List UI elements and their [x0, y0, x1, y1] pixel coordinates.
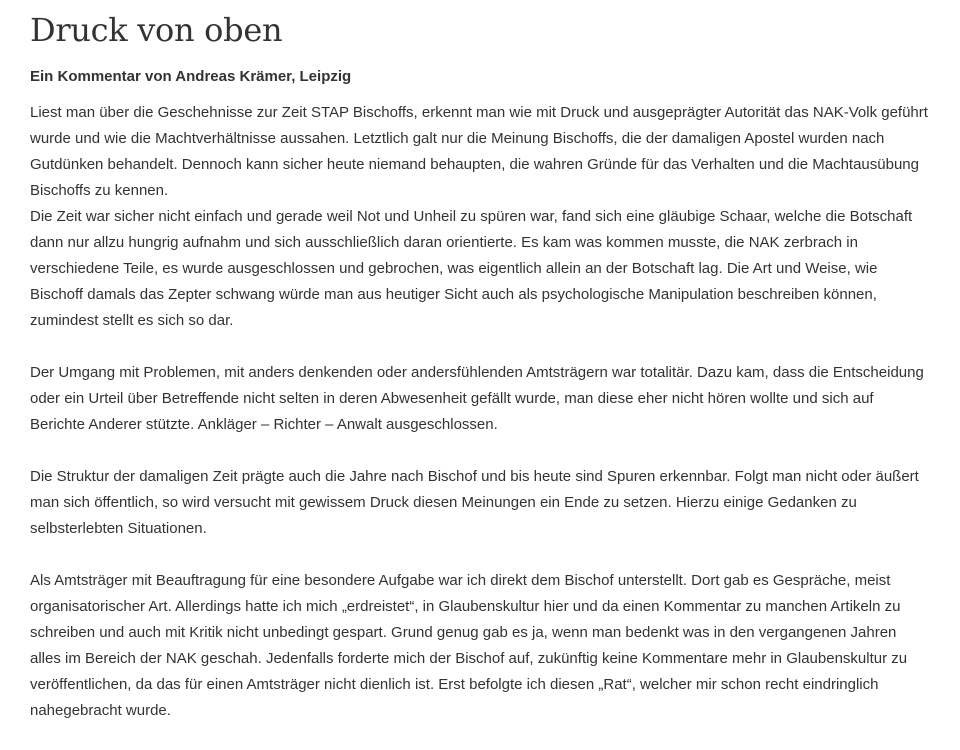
paragraph-experience: Als Amtsträger mit Beauftragung für eine besondere Aufgabe war ich direkt dem Bischof unterstellt. Dort gab es Gespräche, meist organisatorischer Art. Allerdings hatte ich mich „erdreistet“, in Glaubenskultur hier und da einen Kommentar zu manchen Artikeln zu schreiben und auch mit Kritik nicht unbedingt gespart. Grund genug gab es ja, wenn man bedenkt was in den vergangenen Jahren alles im Bereich der NAK geschah. Jedenfalls forderte mich der Bischof auf, zukünftig keine Kommentare mehr in Glaubenskultur zu veröffentlichen, da das für einen Amtsträger nicht dienlich ist. Erst befolgte ich diesen „Rat“, welcher mir schon recht eindringlich nahegebracht wurde. — [30, 572, 908, 719]
paragraph-time: Die Zeit war sicher nicht einfach und gerade weil Not und Unheil zu spüren war, fand sich eine gläubige Schaar, welche die Botschaft dann nur allzu hungrig aufnahm und sich ausschließlich daran orientierte. Es kam was kommen musste, die NAK zerbrach in verschiedene Teile, es wurde ausgeschlossen und gebrochen, was eigentlich allein an der Botschaft lag. Die Art und Weise, wie Bischoff damals das Zepter schwang würde man aus heutiger Sicht auch als psychologische Manipulation beschreiben können, zumindest stellt es sich so dar. — [30, 208, 913, 329]
article-body — [30, 100, 930, 724]
article-title: Druck von oben — [30, 11, 283, 49]
paragraph-structure: Die Struktur der damaligen Zeit prägte auch die Jahre nach Bischof und bis heute sind Spuren erkennbar. Folgt man nicht oder äußert man sich öffentlich, so wird versucht mit gewissem Druck diesen Meinungen ein Ende zu setzen. Hierzu einige Gedanken zu selbsterlebten Situationen. — [30, 468, 919, 537]
article — [0, 10, 960, 724]
paragraph-intro: Liest man über die Geschehnisse zur Zeit STAP Bischoffs, erkennt man wie mit Druck und ausgeprägter Autorität das NAK-Volk geführt wurde und wie die Machtverhältnisse aussahen. Letztlich galt nur die Meinung Bischoffs, die der damaligen Apostel wurden nach Gutdünken behandelt. Dennoch kann sicher heute niemand behaupten, die wahren Gründe für das Verhalten und die Machtausübung Bischoffs zu kennen. — [30, 104, 928, 199]
article-byline: Ein Kommentar von Andreas Krämer, Leipzig — [30, 68, 352, 85]
paragraph-problems: Der Umgang mit Problemen, mit anders denkenden oder andersfühlenden Amtsträgern war totalitär. Dazu kam, dass die Entscheidung oder ein Urteil über Betreffende nicht selten in deren Abwesenheit gefällt wurde, man diese eher nicht hören wollte und sich auf Berichte Anderer stützte. Ankläger – Richter – Anwalt ausgeschlossen. — [30, 364, 924, 433]
